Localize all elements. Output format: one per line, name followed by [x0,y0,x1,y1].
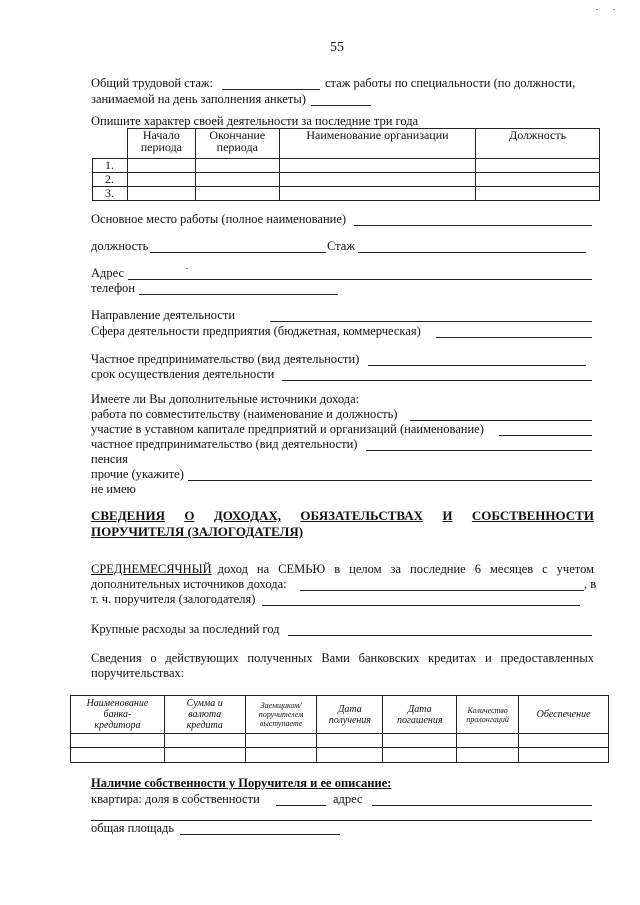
total-experience-label: Общий трудовой стаж: [91,76,213,90]
tenure-label: Стаж [327,239,355,253]
header-end-period: Окончание периода [195,129,279,159]
header-collateral: Обеспечение [519,696,609,734]
table-cell[interactable] [195,173,279,187]
apartment-address-field[interactable] [372,805,592,806]
header-start-period: Начало периода [127,129,195,159]
table-cell[interactable] [519,748,609,763]
activity-direction-field[interactable] [270,321,592,322]
table-cell[interactable] [127,173,195,187]
table-cell[interactable] [245,734,317,748]
table-cell[interactable] [127,187,195,201]
phone-field[interactable] [139,294,338,295]
part-time-field[interactable] [410,420,592,421]
header-date-repaid: Дата погашения [383,696,457,734]
table-cell[interactable] [317,734,383,748]
row-number-header [93,129,128,159]
table-row [93,173,600,187]
header-date-received: Дата получения [317,696,383,734]
table-cell[interactable] [476,173,600,187]
table-cell[interactable] [476,187,600,201]
area-field[interactable] [180,834,340,835]
phone-label: телефон [91,281,135,295]
extra-income-option: работа по совместительству (наименование и должность) [91,407,398,421]
table-cell[interactable] [71,734,165,748]
main-job-label: Основное место работы (полное наименование) [91,212,347,226]
activity-direction-label: Направление деятельности [91,308,236,322]
income-line3: т. ч. поручителя (залогодателя) [91,592,256,606]
header-amount: Сумма и валюта кредита [164,696,245,734]
expenses-field[interactable] [288,635,592,636]
table-cell[interactable] [279,187,476,201]
expenses-label: Крупные расходы за последний год [91,622,280,636]
row-number: 3. [93,187,128,201]
extra-income-option: частное предпринимательство (вид деятельности) [91,437,358,451]
section-title-line2: ПОРУЧИТЕЛЯ (ЗАЛОГОДАТЕЛЯ) [91,524,304,539]
table-cell[interactable] [457,748,519,763]
row-number: 2. [93,173,128,187]
work-history-intro: Опишите характер своей деятельности за последние три года [91,114,419,128]
capital-share-field[interactable] [499,435,592,436]
tenure-field[interactable] [358,252,586,253]
address-label: Адрес [91,266,125,280]
total-experience-field[interactable] [222,89,320,90]
table-cell[interactable] [195,159,279,173]
extra-income-question: Имеете ли Вы дополнительные источники дохода: [91,392,360,406]
table-cell[interactable] [245,748,317,763]
header-role: Заемщиком/ поручителем выступаете [245,696,317,734]
specialty-experience-field[interactable] [311,105,371,106]
extra-income-option: не имею [91,482,136,496]
apartment-label: квартира: доля в собственности [91,792,260,806]
credits-intro-line2: поручительствах: [91,666,185,680]
other-income-field[interactable] [188,480,592,481]
table-row [71,734,609,748]
header-bank: Наименование банка- кредитора [71,696,165,734]
entrepreneurship-term-field[interactable] [282,380,592,381]
entrepreneurship-term-label: срок осуществления деятельности [91,367,275,381]
credits-header-row [71,696,609,734]
table-cell[interactable] [279,173,476,187]
work-history-table [92,128,600,201]
guarantor-income-field[interactable] [262,605,580,606]
table-row [93,159,600,173]
table-row [93,187,600,201]
row-number: 1. [93,159,128,173]
apartment-address-label: адрес [333,792,363,806]
address-field[interactable] [128,279,592,280]
property-title: Наличие собственности у Поручителя и ее описание: [91,776,392,790]
table-cell[interactable] [71,748,165,763]
section-title: СВЕДЕНИЯ О ДОХОДАХ, ОБЯЗАТЕЛЬСТВАХ И СОБСТВЕННОСТИ [91,508,594,523]
table-cell[interactable] [383,734,457,748]
header-prolongations: Количество пролонгаций [457,696,519,734]
activity-sphere-label: Сфера деятельности предприятия (бюджетная, коммерческая) [91,324,421,338]
private-business-field[interactable] [366,450,592,451]
specialty-experience-label: стаж работы по специальности (по должности, [325,76,576,90]
page-number: 55 [330,40,344,55]
main-job-field[interactable] [354,225,592,226]
position-field[interactable] [150,252,326,253]
position-label: должность [91,239,149,253]
entrepreneurship-field[interactable] [368,365,586,366]
extra-income-option: участие в уставном капитале предприятий и организаций (наименование) [91,422,484,436]
table-cell[interactable] [195,187,279,201]
table-cell[interactable] [476,159,600,173]
table-row [71,748,609,763]
work-history-header-row [93,129,600,159]
extra-income-option: прочие (укажите) [91,467,184,481]
entrepreneurship-label: Частное предпринимательство (вид деятельности) [91,352,360,366]
area-label: общая площадь [91,821,175,835]
income-line2: дополнительных источников дохода: [91,577,287,591]
credits-table [70,695,609,763]
table-cell[interactable] [519,734,609,748]
table-cell[interactable] [127,159,195,173]
table-cell[interactable] [164,734,245,748]
income-line2-end: , в [584,577,597,591]
table-cell[interactable] [457,734,519,748]
table-cell[interactable] [383,748,457,763]
specialty-experience-label-cont: занимаемой на день заполнения анкеты) [91,92,306,106]
header-position: Должность [476,129,600,159]
header-organization: Наименование организации [279,129,476,159]
table-cell[interactable] [317,748,383,763]
family-income-field[interactable] [300,590,584,591]
income-line1: СРЕДНЕМЕСЯЧНЫЙ доход на СЕМЬЮ в целом за последние 6 месяцев с учетом [91,562,594,576]
table-cell[interactable] [164,748,245,763]
table-cell[interactable] [279,159,476,173]
activity-sphere-field[interactable] [436,337,592,338]
credits-intro: Сведения о действующих полученных Вами банковских кредитах и предоставленных [91,651,594,665]
extra-income-option: пенсия [91,452,128,466]
apartment-share-field[interactable] [276,805,326,806]
